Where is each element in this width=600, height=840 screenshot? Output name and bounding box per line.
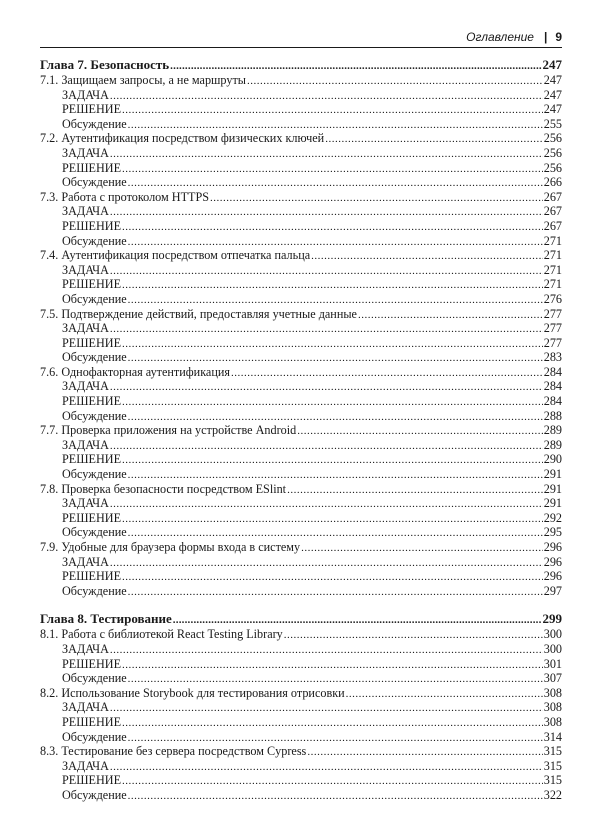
toc-entry-page: 247 bbox=[542, 57, 562, 72]
dot-leader bbox=[110, 263, 543, 279]
toc-section[interactable] bbox=[40, 423, 562, 438]
toc-entry-page: 271 bbox=[543, 277, 562, 292]
toc-entry-page: 291 bbox=[543, 496, 562, 511]
dot-leader bbox=[284, 627, 543, 643]
toc-section[interactable] bbox=[40, 190, 562, 205]
dot-leader bbox=[110, 700, 543, 716]
header-section-title: Оглавление bbox=[466, 30, 534, 44]
toc-entry-title: РЕШЕНИЕ bbox=[62, 218, 122, 233]
toc-subsection[interactable] bbox=[40, 569, 562, 584]
toc-subsection[interactable] bbox=[40, 394, 562, 409]
header-separator: | bbox=[543, 30, 548, 44]
toc-entry-title: 7.1. Защищаем запросы, а не маршруты bbox=[40, 73, 246, 87]
toc-subsection[interactable] bbox=[40, 234, 562, 249]
toc-subsection[interactable] bbox=[40, 642, 562, 657]
toc-section[interactable] bbox=[40, 365, 562, 380]
toc-entry-title: РЕШЕНИЕ bbox=[62, 102, 122, 117]
running-header bbox=[40, 28, 562, 46]
toc-subsection[interactable] bbox=[40, 788, 562, 803]
toc-entry-title: Обсуждение bbox=[62, 467, 127, 482]
dot-leader bbox=[110, 438, 543, 454]
dot-leader bbox=[128, 584, 543, 600]
toc-subsection[interactable] bbox=[40, 409, 562, 424]
toc-entry-title: РЕШЕНИЕ bbox=[62, 277, 122, 292]
toc-subsection[interactable] bbox=[40, 467, 562, 482]
table-of-contents bbox=[40, 57, 562, 803]
toc-entry-title: Глава 8. Тестирование bbox=[40, 611, 172, 627]
toc-entry-title: 7.9. Удобные для браузера формы входа в систему bbox=[40, 540, 301, 554]
toc-entry-page: 299 bbox=[542, 611, 562, 627]
toc-subsection[interactable] bbox=[40, 277, 562, 292]
toc-subsection[interactable] bbox=[40, 350, 562, 365]
toc-subsection[interactable] bbox=[40, 438, 562, 453]
dot-leader bbox=[110, 146, 543, 162]
toc-entry-page: 247 bbox=[543, 102, 562, 117]
toc-subsection[interactable] bbox=[40, 715, 562, 730]
toc-section[interactable] bbox=[40, 131, 562, 146]
header-rule bbox=[40, 47, 562, 48]
toc-entry-page: 291 bbox=[543, 467, 562, 482]
toc-subsection[interactable] bbox=[40, 146, 562, 161]
toc-subsection[interactable] bbox=[40, 555, 562, 570]
toc-entry-page: 297 bbox=[543, 583, 562, 598]
dot-leader bbox=[128, 730, 543, 746]
toc-section[interactable] bbox=[40, 482, 562, 497]
toc-subsection[interactable] bbox=[40, 657, 562, 672]
dot-leader bbox=[122, 394, 543, 410]
dot-leader bbox=[173, 611, 542, 628]
dot-leader bbox=[110, 496, 543, 512]
toc-subsection[interactable] bbox=[40, 584, 562, 599]
dot-leader bbox=[287, 482, 543, 498]
toc-subsection[interactable] bbox=[40, 511, 562, 526]
dot-leader bbox=[128, 117, 543, 133]
toc-entry-page: 301 bbox=[543, 656, 562, 671]
toc-entry-page: 283 bbox=[543, 350, 562, 365]
toc-entry-title: ЗАДАЧА bbox=[62, 321, 109, 336]
toc-entry-page: 292 bbox=[543, 510, 562, 525]
toc-entry-page: 267 bbox=[543, 218, 562, 233]
toc-subsection[interactable] bbox=[40, 759, 562, 774]
toc-entry-title: Глава 7. Безопасность bbox=[40, 57, 170, 72]
toc-entry-page: 271 bbox=[543, 262, 562, 277]
dot-leader bbox=[210, 190, 543, 206]
toc-entry-page: 267 bbox=[543, 204, 562, 219]
toc-entry-page: 300 bbox=[543, 627, 562, 642]
toc-entry-page: 256 bbox=[543, 131, 562, 146]
toc-entry-page: 315 bbox=[543, 773, 562, 788]
dot-leader bbox=[128, 525, 543, 541]
toc-entry-page: 296 bbox=[543, 569, 562, 584]
dot-leader bbox=[307, 744, 542, 760]
toc-entry-page: 289 bbox=[543, 423, 562, 438]
toc-subsection[interactable] bbox=[40, 379, 562, 394]
dot-leader bbox=[122, 102, 543, 118]
toc-entry-page: 296 bbox=[543, 554, 562, 569]
toc-entry-page: 271 bbox=[543, 248, 562, 263]
toc-entry-page: 256 bbox=[543, 145, 562, 160]
toc-entry-page: 314 bbox=[543, 729, 562, 744]
dot-leader bbox=[301, 540, 543, 556]
dot-leader bbox=[128, 234, 543, 250]
toc-entry-page: 315 bbox=[543, 744, 562, 759]
toc-entry-title: ЗАДАЧА bbox=[62, 87, 109, 102]
dot-leader bbox=[110, 642, 543, 658]
toc-entry-title: Обсуждение bbox=[62, 350, 127, 365]
toc-entry-page: 288 bbox=[543, 408, 562, 423]
toc-entry-title: РЕШЕНИЕ bbox=[62, 335, 122, 350]
toc-entry-page: 290 bbox=[543, 452, 562, 467]
toc-entry-page: 322 bbox=[543, 787, 562, 802]
toc-entry-title: РЕШЕНИЕ bbox=[62, 510, 122, 525]
toc-entry-page: 277 bbox=[543, 306, 562, 321]
dot-leader bbox=[122, 219, 543, 235]
toc-entry-page: 300 bbox=[543, 641, 562, 656]
toc-entry-title: ЗАДАЧА bbox=[62, 554, 109, 569]
dot-leader bbox=[128, 671, 543, 687]
dot-leader bbox=[297, 423, 542, 439]
toc-subsection[interactable] bbox=[40, 263, 562, 278]
toc-entry-title: Обсуждение bbox=[62, 525, 127, 540]
toc-subsection[interactable] bbox=[40, 204, 562, 219]
toc-entry-page: 284 bbox=[543, 364, 562, 379]
chapter-gap bbox=[40, 598, 562, 611]
toc-entry-title: Обсуждение bbox=[62, 116, 127, 131]
header-page-number: 9 bbox=[555, 30, 562, 44]
dot-leader bbox=[110, 759, 543, 775]
dot-leader bbox=[110, 379, 543, 395]
toc-entry-title: 7.4. Аутентификация посредством отпечатка пальца bbox=[40, 248, 311, 263]
toc-entry-title: 7.5. Подтверждение действий, предоставляя учетные данные bbox=[40, 306, 357, 321]
toc-entry-title: Обсуждение bbox=[62, 175, 127, 190]
toc-entry-title: ЗАДАЧА bbox=[62, 758, 109, 773]
dot-leader bbox=[346, 686, 543, 702]
toc-entry-title: 7.8. Проверка безопасности посредством ESlint bbox=[40, 481, 287, 496]
dot-leader bbox=[110, 204, 543, 220]
toc-entry-page: 295 bbox=[543, 525, 562, 540]
toc-subsection[interactable] bbox=[40, 336, 562, 351]
toc-subsection[interactable] bbox=[40, 321, 562, 336]
toc-entry-page: 247 bbox=[543, 73, 562, 87]
toc-entry-title: 8.1. Работа с библиотекой React Testing Library bbox=[40, 627, 283, 642]
toc-subsection[interactable] bbox=[40, 730, 562, 745]
toc-entry-title: РЕШЕНИЕ bbox=[62, 656, 122, 671]
toc-entry-title: Обсуждение bbox=[62, 291, 127, 306]
toc-entry-title: РЕШЕНИЕ bbox=[62, 773, 122, 788]
toc-subsection[interactable] bbox=[40, 102, 562, 117]
toc-entry-page: 247 bbox=[543, 87, 562, 102]
toc-entry-title: 8.3. Тестирование без сервера посредством Cypress bbox=[40, 744, 307, 759]
toc-section[interactable] bbox=[40, 540, 562, 555]
dot-leader bbox=[128, 467, 543, 483]
dot-leader bbox=[122, 715, 543, 731]
toc-entry-title: ЗАДАЧА bbox=[62, 262, 109, 277]
dot-leader bbox=[122, 511, 543, 527]
toc-subsection[interactable] bbox=[40, 161, 562, 176]
toc-entry-title: Обсуждение bbox=[62, 787, 127, 802]
toc-entry-title: ЗАДАЧА bbox=[62, 145, 109, 160]
toc-subsection[interactable] bbox=[40, 525, 562, 540]
toc-subsection[interactable] bbox=[40, 496, 562, 511]
toc-entry-page: 277 bbox=[543, 335, 562, 350]
dot-leader bbox=[231, 365, 543, 381]
dot-leader bbox=[247, 73, 543, 89]
toc-entry-title: РЕШЕНИЕ bbox=[62, 569, 122, 584]
toc-section[interactable] bbox=[40, 248, 562, 263]
toc-entry-title: Обсуждение bbox=[62, 583, 127, 598]
dot-leader bbox=[110, 555, 543, 571]
dot-leader bbox=[122, 452, 543, 468]
dot-leader bbox=[110, 321, 543, 337]
dot-leader bbox=[122, 161, 543, 177]
toc-entry-page: 308 bbox=[543, 700, 562, 715]
toc-entry-page: 266 bbox=[543, 175, 562, 190]
toc-section[interactable] bbox=[40, 307, 562, 322]
toc-section[interactable] bbox=[40, 744, 562, 759]
toc-entry-title: РЕШЕНИЕ bbox=[62, 452, 122, 467]
toc-entry-page: 284 bbox=[543, 379, 562, 394]
toc-entry-page: 271 bbox=[543, 233, 562, 248]
toc-entry-page: 291 bbox=[543, 481, 562, 496]
toc-subsection[interactable] bbox=[40, 452, 562, 467]
toc-entry-title: ЗАДАЧА bbox=[62, 641, 109, 656]
toc-entry-title: 7.3. Работа с протоколом HTTPS bbox=[40, 189, 210, 204]
toc-section[interactable] bbox=[40, 627, 562, 642]
dot-leader bbox=[128, 175, 543, 191]
toc-section[interactable] bbox=[40, 73, 562, 88]
toc-entry-title: ЗАДАЧА bbox=[62, 379, 109, 394]
toc-entry-page: 255 bbox=[543, 116, 562, 131]
toc-entry-title: ЗАДАЧА bbox=[62, 700, 109, 715]
toc-entry-title: Обсуждение bbox=[62, 671, 127, 686]
toc-entry-title: 7.6. Однофакторная аутентификация bbox=[40, 364, 230, 379]
toc-entry-title: РЕШЕНИЕ bbox=[62, 394, 122, 409]
dot-leader bbox=[128, 292, 543, 308]
dot-leader bbox=[122, 336, 543, 352]
toc-entry-title: ЗАДАЧА bbox=[62, 437, 109, 452]
dot-leader bbox=[122, 657, 543, 673]
toc-chapter[interactable] bbox=[40, 611, 562, 627]
toc-entry-page: 276 bbox=[543, 291, 562, 306]
toc-entry-title: ЗАДАЧА bbox=[62, 204, 109, 219]
toc-subsection[interactable] bbox=[40, 292, 562, 307]
toc-entry-title: Обсуждение bbox=[62, 729, 127, 744]
toc-entry-page: 315 bbox=[543, 758, 562, 773]
toc-subsection[interactable] bbox=[40, 219, 562, 234]
dot-leader bbox=[128, 409, 543, 425]
toc-subsection[interactable] bbox=[40, 700, 562, 715]
toc-entry-page: 256 bbox=[543, 160, 562, 175]
dot-leader bbox=[122, 277, 543, 293]
dot-leader bbox=[170, 57, 541, 74]
toc-entry-title: 8.2. Использование Storybook для тестирования отрисовки bbox=[40, 685, 345, 700]
toc-entry-page: 289 bbox=[543, 437, 562, 452]
toc-subsection[interactable] bbox=[40, 175, 562, 190]
toc-subsection[interactable] bbox=[40, 117, 562, 132]
dot-leader bbox=[122, 569, 543, 585]
toc-entry-page: 308 bbox=[543, 714, 562, 729]
toc-entry-page: 284 bbox=[543, 394, 562, 409]
toc-entry-title: 7.7. Проверка приложения на устройстве Android bbox=[40, 423, 297, 438]
toc-section[interactable] bbox=[40, 686, 562, 701]
toc-subsection[interactable] bbox=[40, 671, 562, 686]
toc-entry-page: 277 bbox=[543, 321, 562, 336]
dot-leader bbox=[325, 131, 543, 147]
toc-entry-title: Обсуждение bbox=[62, 233, 127, 248]
toc-entry-title: Обсуждение bbox=[62, 408, 127, 423]
toc-entry-page: 308 bbox=[543, 685, 562, 700]
dot-leader bbox=[110, 88, 543, 104]
dot-leader bbox=[311, 248, 543, 264]
toc-entry-page: 307 bbox=[543, 671, 562, 686]
toc-entry-page: 296 bbox=[543, 540, 562, 554]
toc-entry-title: РЕШЕНИЕ bbox=[62, 714, 122, 729]
toc-entry-page: 267 bbox=[543, 189, 562, 204]
dot-leader bbox=[122, 773, 543, 789]
toc-subsection[interactable] bbox=[40, 773, 562, 788]
dot-leader bbox=[358, 307, 543, 323]
toc-entry-title: ЗАДАЧА bbox=[62, 496, 109, 511]
dot-leader bbox=[128, 350, 543, 366]
toc-subsection[interactable] bbox=[40, 88, 562, 103]
toc-chapter[interactable] bbox=[40, 57, 562, 73]
toc-entry-title: РЕШЕНИЕ bbox=[62, 160, 122, 175]
dot-leader bbox=[128, 788, 543, 804]
toc-entry-title: 7.2. Аутентификация посредством физических ключей bbox=[40, 131, 325, 146]
